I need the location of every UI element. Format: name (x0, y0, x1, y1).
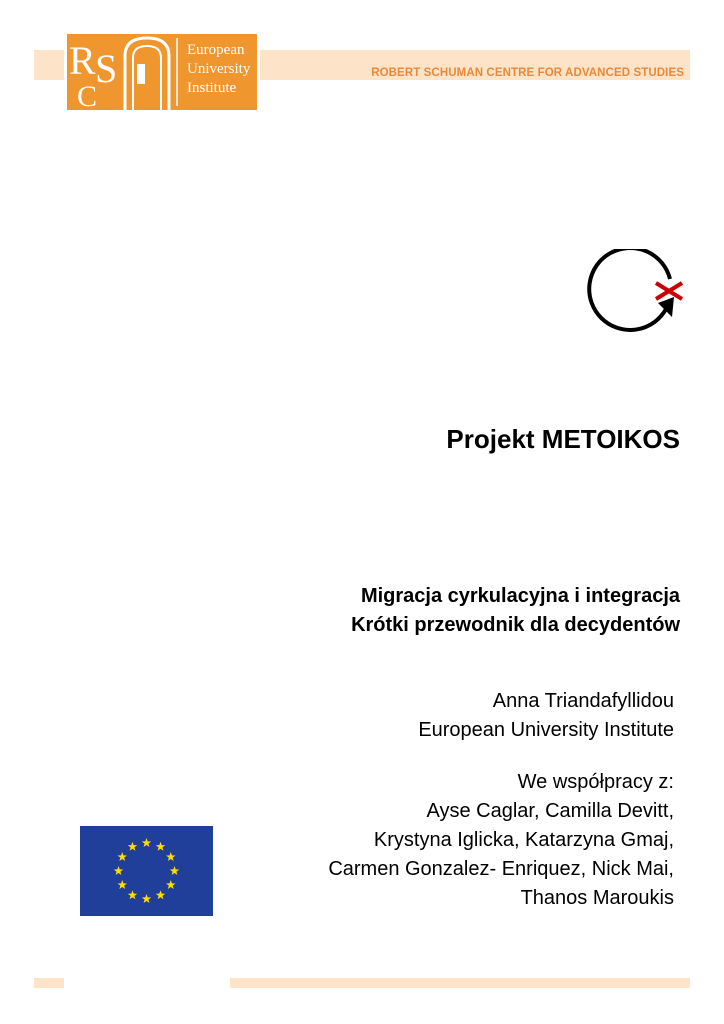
document-title: Projekt METOIKOS (446, 424, 680, 454)
footer-band-right (230, 978, 690, 988)
cooperation-block (328, 768, 674, 913)
author-block (418, 687, 674, 745)
footer-band-left (34, 978, 64, 988)
subtitle-line-1: Migracja cyrkulacyjna i integracja (360, 585, 680, 607)
eui-rsc-logo (67, 34, 257, 110)
logo-wordmark (187, 41, 250, 98)
cooperation-heading: We współpracy z: (517, 771, 674, 793)
logo-letter-s: S (95, 46, 118, 91)
subtitle-line-2: Krótki przewodnik dla decydentów (351, 614, 680, 636)
cooperation-line-2: Krystyna Iglicka, Katarzyna Gmaj, (373, 829, 674, 851)
document-subtitle (351, 582, 680, 640)
logo-letter-c: C (77, 80, 98, 110)
logo-line-2: University (187, 61, 251, 77)
centre-name: ROBERT SCHUMAN CENTRE FOR ADVANCED STUDIES (371, 67, 684, 79)
cooperation-line-3: Carmen Gonzalez- Enriquez, Nick Mai, (328, 858, 674, 880)
logo-letter-r: R (69, 38, 96, 83)
circular-arrow-cross-icon (586, 249, 688, 341)
logo-line-1: European (187, 42, 245, 58)
eu-flag-icon (80, 826, 213, 916)
cooperation-line-1: Ayse Caglar, Camilla Devitt, (426, 800, 674, 822)
header-band-left (34, 50, 64, 80)
cooperation-line-4: Thanos Maroukis (520, 887, 674, 909)
author-affiliation: European University Institute (418, 719, 674, 741)
logo-line-3: Institute (187, 80, 237, 96)
author-name: Anna Triandafyllidou (492, 690, 674, 712)
